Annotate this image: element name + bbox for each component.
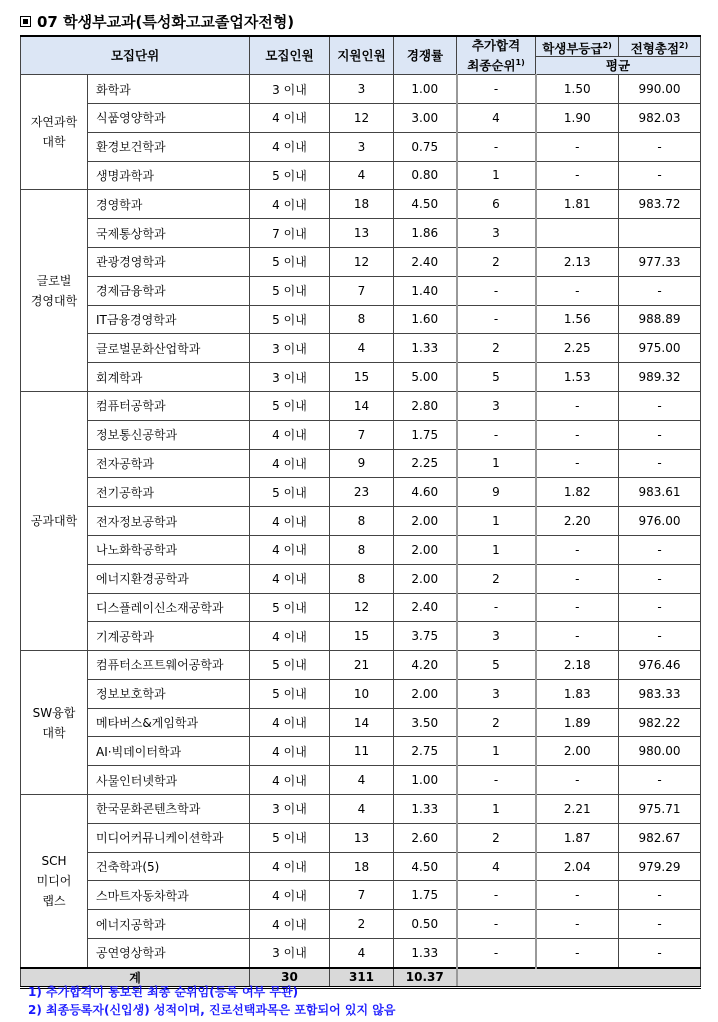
- score-avg-cell: [619, 219, 701, 248]
- quota-cell: 4 이내: [250, 910, 330, 939]
- table-row: [21, 708, 701, 737]
- department-cell: 정보보호학과: [88, 679, 250, 708]
- final-rank-cell: 2: [457, 708, 536, 737]
- final-rank-cell: 3: [457, 679, 536, 708]
- applicants-cell: 4: [330, 334, 394, 363]
- quota-cell: 5 이내: [250, 593, 330, 622]
- score-avg-cell: 976.00: [619, 507, 701, 536]
- department-cell: 경제금융학과: [88, 276, 250, 305]
- final-rank-cell: 3: [457, 219, 536, 248]
- ratio-cell: 1.33: [394, 795, 457, 824]
- quota-cell: 3 이내: [250, 939, 330, 968]
- footnote-1: 1) 추가합격이 통보된 최종 순위임(등록 여부 무관): [28, 985, 299, 999]
- quota-cell: 4 이내: [250, 449, 330, 478]
- grade-avg-cell: 1.89: [536, 708, 619, 737]
- total-empty: [457, 968, 701, 988]
- department-cell: 회계학과: [88, 363, 250, 392]
- grade-avg-cell: 1.53: [536, 363, 619, 392]
- grade-avg-cell: 1.50: [536, 75, 619, 104]
- table-row: [21, 103, 701, 132]
- applicants-cell: 15: [330, 363, 394, 392]
- quota-cell: 3 이내: [250, 334, 330, 363]
- ratio-cell: 2.60: [394, 823, 457, 852]
- grade-avg-cell: -: [536, 910, 619, 939]
- applicants-cell: 4: [330, 939, 394, 968]
- applicants-cell: 7: [330, 420, 394, 449]
- quota-cell: 3 이내: [250, 363, 330, 392]
- applicants-cell: 12: [330, 593, 394, 622]
- final-rank-cell: -: [457, 766, 536, 795]
- department-cell: 생명과학과: [88, 161, 250, 190]
- score-avg-cell: 983.61: [619, 478, 701, 507]
- score-avg-cell: 975.00: [619, 334, 701, 363]
- ratio-cell: 4.50: [394, 852, 457, 881]
- score-avg-cell: -: [619, 535, 701, 564]
- department-cell: 메타버스&게임학과: [88, 708, 250, 737]
- department-cell: 전자정보공학과: [88, 507, 250, 536]
- ratio-cell: 1.75: [394, 420, 457, 449]
- score-avg-cell: -: [619, 276, 701, 305]
- grade-avg-cell: 1.82: [536, 478, 619, 507]
- department-cell: 나노화학공학과: [88, 535, 250, 564]
- applicants-cell: 8: [330, 305, 394, 334]
- ratio-cell: 2.00: [394, 507, 457, 536]
- department-cell: 식품영양학과: [88, 103, 250, 132]
- score-avg-cell: 988.89: [619, 305, 701, 334]
- department-cell: 기계공학과: [88, 622, 250, 651]
- grade-avg-cell: -: [536, 593, 619, 622]
- applicants-cell: 4: [330, 795, 394, 824]
- applicants-cell: 3: [330, 132, 394, 161]
- score-avg-cell: 980.00: [619, 737, 701, 766]
- ratio-cell: 1.00: [394, 75, 457, 104]
- final-rank-cell: -: [457, 593, 536, 622]
- table-row: [21, 478, 701, 507]
- ratio-cell: 2.40: [394, 247, 457, 276]
- score-avg-cell: 977.33: [619, 247, 701, 276]
- final-rank-cell: -: [457, 132, 536, 161]
- total-applicants: 311: [330, 968, 394, 988]
- department-cell: 에너지공학과: [88, 910, 250, 939]
- quota-cell: 5 이내: [250, 161, 330, 190]
- grade-avg-cell: 1.81: [536, 190, 619, 219]
- department-cell: 스마트자동차학과: [88, 881, 250, 910]
- ratio-cell: 4.50: [394, 190, 457, 219]
- table-row: [21, 247, 701, 276]
- table-row: [21, 651, 701, 680]
- ratio-cell: 4.60: [394, 478, 457, 507]
- department-cell: 공연영상학과: [88, 939, 250, 968]
- grade-avg-cell: 2.04: [536, 852, 619, 881]
- grade-avg-cell: 1.90: [536, 103, 619, 132]
- score-avg-cell: 989.32: [619, 363, 701, 392]
- applicants-cell: 8: [330, 507, 394, 536]
- grade-avg-cell: -: [536, 161, 619, 190]
- grade-avg-cell: -: [536, 939, 619, 968]
- header-grade-text: 학생부등급: [542, 40, 603, 56]
- header-rank: [457, 36, 536, 75]
- department-cell: 사물인터넷학과: [88, 766, 250, 795]
- department-cell: 정보통신공학과: [88, 420, 250, 449]
- square-bullet-icon: [20, 16, 31, 27]
- ratio-cell: 2.25: [394, 449, 457, 478]
- table-row: [21, 334, 701, 363]
- applicants-cell: 12: [330, 103, 394, 132]
- applicants-cell: 23: [330, 478, 394, 507]
- ratio-cell: 3.00: [394, 103, 457, 132]
- total-quota: 30: [250, 968, 330, 988]
- table-row: [21, 305, 701, 334]
- final-rank-cell: 5: [457, 363, 536, 392]
- quota-cell: 4 이내: [250, 737, 330, 766]
- department-cell: 경영학과: [88, 190, 250, 219]
- table-row: [21, 564, 701, 593]
- applicants-cell: 18: [330, 852, 394, 881]
- applicants-cell: 14: [330, 708, 394, 737]
- final-rank-cell: 2: [457, 823, 536, 852]
- final-rank-cell: 3: [457, 391, 536, 420]
- table-row: [21, 795, 701, 824]
- applicants-cell: 7: [330, 881, 394, 910]
- grade-avg-cell: -: [536, 449, 619, 478]
- department-cell: 환경보건학과: [88, 132, 250, 161]
- table-row: [21, 190, 701, 219]
- score-avg-cell: -: [619, 449, 701, 478]
- applicants-cell: 18: [330, 190, 394, 219]
- final-rank-cell: 1: [457, 795, 536, 824]
- ratio-cell: 3.75: [394, 622, 457, 651]
- quota-cell: 4 이내: [250, 622, 330, 651]
- applicants-cell: 9: [330, 449, 394, 478]
- grade-avg-cell: -: [536, 391, 619, 420]
- ratio-cell: 2.40: [394, 593, 457, 622]
- applicants-cell: 8: [330, 564, 394, 593]
- final-rank-cell: 1: [457, 737, 536, 766]
- grade-avg-cell: 2.20: [536, 507, 619, 536]
- final-rank-cell: 2: [457, 564, 536, 593]
- table-row: [21, 276, 701, 305]
- final-rank-cell: 3: [457, 622, 536, 651]
- grade-avg-cell: 1.56: [536, 305, 619, 334]
- score-avg-cell: -: [619, 161, 701, 190]
- applicants-cell: 11: [330, 737, 394, 766]
- grade-avg-cell: -: [536, 535, 619, 564]
- table-row: [21, 622, 701, 651]
- header-applicants: 지원인원: [330, 36, 394, 75]
- final-rank-cell: 4: [457, 103, 536, 132]
- table-row: [21, 391, 701, 420]
- table-row: [21, 161, 701, 190]
- quota-cell: 4 이내: [250, 766, 330, 795]
- ratio-cell: 1.33: [394, 334, 457, 363]
- table-row: [21, 737, 701, 766]
- department-cell: 국제통상학과: [88, 219, 250, 248]
- table-row: [21, 507, 701, 536]
- final-rank-cell: -: [457, 939, 536, 968]
- quota-cell: 5 이내: [250, 391, 330, 420]
- college-name: 공과대학: [21, 391, 88, 650]
- department-cell: 에너지환경공학과: [88, 564, 250, 593]
- department-cell: 미디어커뮤니케이션학과: [88, 823, 250, 852]
- applicants-cell: 10: [330, 679, 394, 708]
- quota-cell: 3 이내: [250, 75, 330, 104]
- final-rank-cell: 1: [457, 507, 536, 536]
- grade-avg-cell: 2.00: [536, 737, 619, 766]
- final-rank-cell: 2: [457, 247, 536, 276]
- score-avg-cell: 982.03: [619, 103, 701, 132]
- table-row: [21, 823, 701, 852]
- quota-cell: 4 이내: [250, 535, 330, 564]
- college-name: SW융합 대학: [21, 651, 88, 795]
- footnote-ref: 1): [515, 58, 525, 67]
- header-unit: 모집단위: [21, 36, 250, 75]
- quota-cell: 5 이내: [250, 305, 330, 334]
- grade-avg-cell: -: [536, 622, 619, 651]
- quota-cell: 7 이내: [250, 219, 330, 248]
- table-row: [21, 852, 701, 881]
- score-avg-cell: -: [619, 564, 701, 593]
- final-rank-cell: 5: [457, 651, 536, 680]
- quota-cell: 4 이내: [250, 564, 330, 593]
- grade-avg-cell: 1.83: [536, 679, 619, 708]
- grade-avg-cell: 2.13: [536, 247, 619, 276]
- applicants-cell: 14: [330, 391, 394, 420]
- score-avg-cell: -: [619, 132, 701, 161]
- header-average: 평균: [536, 57, 701, 75]
- quota-cell: 4 이내: [250, 132, 330, 161]
- final-rank-cell: -: [457, 276, 536, 305]
- college-name: 자연과학 대학: [21, 75, 88, 190]
- quota-cell: 4 이내: [250, 507, 330, 536]
- ratio-cell: 1.75: [394, 881, 457, 910]
- total-ratio: 10.37: [394, 968, 457, 988]
- grade-avg-cell: -: [536, 276, 619, 305]
- grade-avg-cell: -: [536, 881, 619, 910]
- final-rank-cell: -: [457, 75, 536, 104]
- applicants-cell: 8: [330, 535, 394, 564]
- quota-cell: 4 이내: [250, 190, 330, 219]
- grade-avg-cell: [536, 219, 619, 248]
- total-label: 계: [21, 968, 250, 988]
- score-avg-cell: 975.71: [619, 795, 701, 824]
- grade-avg-cell: -: [536, 564, 619, 593]
- grade-avg-cell: -: [536, 132, 619, 161]
- final-rank-cell: 4: [457, 852, 536, 881]
- final-rank-cell: 9: [457, 478, 536, 507]
- department-cell: 전자공학과: [88, 449, 250, 478]
- table-row: [21, 363, 701, 392]
- quota-cell: 4 이내: [250, 852, 330, 881]
- department-cell: IT금융경영학과: [88, 305, 250, 334]
- quota-cell: 4 이내: [250, 103, 330, 132]
- score-avg-cell: 979.29: [619, 852, 701, 881]
- final-rank-cell: 2: [457, 334, 536, 363]
- ratio-cell: 1.33: [394, 939, 457, 968]
- header-ratio: 경쟁률: [394, 36, 457, 75]
- quota-cell: 4 이내: [250, 708, 330, 737]
- department-cell: 컴퓨터공학과: [88, 391, 250, 420]
- applicants-cell: 12: [330, 247, 394, 276]
- quota-cell: 5 이내: [250, 651, 330, 680]
- ratio-cell: 2.00: [394, 564, 457, 593]
- admission-results-table: [20, 35, 701, 989]
- table-row: [21, 766, 701, 795]
- header-score-text: 전형총점: [630, 40, 680, 56]
- score-avg-cell: -: [619, 391, 701, 420]
- applicants-cell: 4: [330, 161, 394, 190]
- footnotes: [28, 983, 395, 1019]
- department-cell: 화학과: [88, 75, 250, 104]
- applicants-cell: 13: [330, 219, 394, 248]
- applicants-cell: 3: [330, 75, 394, 104]
- ratio-cell: 1.86: [394, 219, 457, 248]
- final-rank-cell: -: [457, 910, 536, 939]
- ratio-cell: 2.00: [394, 679, 457, 708]
- quota-cell: 5 이내: [250, 478, 330, 507]
- department-cell: AI·빅데이터학과: [88, 737, 250, 766]
- ratio-cell: 1.40: [394, 276, 457, 305]
- quota-cell: 5 이내: [250, 823, 330, 852]
- footnote-ref: 2): [602, 40, 612, 50]
- ratio-cell: 2.80: [394, 391, 457, 420]
- quota-cell: 5 이내: [250, 276, 330, 305]
- header-grade: [536, 36, 619, 57]
- table-row: [21, 881, 701, 910]
- table-row: [21, 132, 701, 161]
- score-avg-cell: -: [619, 622, 701, 651]
- score-avg-cell: 982.67: [619, 823, 701, 852]
- header-quota: 모집인원: [250, 36, 330, 75]
- final-rank-cell: 1: [457, 449, 536, 478]
- department-cell: 한국문화콘텐츠학과: [88, 795, 250, 824]
- quota-cell: 3 이내: [250, 795, 330, 824]
- quota-cell: 4 이내: [250, 420, 330, 449]
- ratio-cell: 3.50: [394, 708, 457, 737]
- final-rank-cell: -: [457, 881, 536, 910]
- department-cell: 컴퓨터소프트웨어공학과: [88, 651, 250, 680]
- department-cell: 건축학과(5): [88, 852, 250, 881]
- score-avg-cell: 982.22: [619, 708, 701, 737]
- applicants-cell: 7: [330, 276, 394, 305]
- grade-avg-cell: -: [536, 420, 619, 449]
- applicants-cell: 2: [330, 910, 394, 939]
- grade-avg-cell: 2.21: [536, 795, 619, 824]
- grade-avg-cell: 1.87: [536, 823, 619, 852]
- applicants-cell: 15: [330, 622, 394, 651]
- score-avg-cell: -: [619, 420, 701, 449]
- table-row: [21, 449, 701, 478]
- ratio-cell: 5.00: [394, 363, 457, 392]
- table-row: [21, 219, 701, 248]
- department-cell: 관광경영학과: [88, 247, 250, 276]
- applicants-cell: 13: [330, 823, 394, 852]
- score-avg-cell: 976.46: [619, 651, 701, 680]
- department-cell: 글로벌문화산업학과: [88, 334, 250, 363]
- college-name: SCH 미디어 랩스: [21, 795, 88, 968]
- ratio-cell: 4.20: [394, 651, 457, 680]
- table-row: [21, 910, 701, 939]
- table-row: [21, 593, 701, 622]
- college-name: 글로벌 경영대학: [21, 190, 88, 392]
- score-avg-cell: 983.72: [619, 190, 701, 219]
- table-row: [21, 535, 701, 564]
- table-row: [21, 420, 701, 449]
- ratio-cell: 0.75: [394, 132, 457, 161]
- table-row: [21, 75, 701, 104]
- score-avg-cell: -: [619, 766, 701, 795]
- final-rank-cell: 1: [457, 161, 536, 190]
- score-avg-cell: -: [619, 881, 701, 910]
- applicants-cell: 21: [330, 651, 394, 680]
- ratio-cell: 2.00: [394, 535, 457, 564]
- ratio-cell: 2.75: [394, 737, 457, 766]
- department-cell: 디스플레이신소재공학과: [88, 593, 250, 622]
- quota-cell: 5 이내: [250, 679, 330, 708]
- ratio-cell: 0.80: [394, 161, 457, 190]
- quota-cell: 4 이내: [250, 881, 330, 910]
- score-avg-cell: 990.00: [619, 75, 701, 104]
- final-rank-cell: 1: [457, 535, 536, 564]
- footnote-2: 2) 최종등록자(신입생) 성적이며, 진로선택과목은 포함되어 있지 않음: [28, 1003, 396, 1017]
- header-rank-line2: 최종순위: [467, 58, 516, 74]
- header-rank-line1: 추가합격: [471, 38, 521, 53]
- ratio-cell: 0.50: [394, 910, 457, 939]
- footnote-ref: 2): [679, 40, 689, 50]
- grade-avg-cell: -: [536, 766, 619, 795]
- table-row: [21, 939, 701, 968]
- final-rank-cell: -: [457, 305, 536, 334]
- department-cell: 전기공학과: [88, 478, 250, 507]
- grade-avg-cell: 2.18: [536, 651, 619, 680]
- final-rank-cell: 6: [457, 190, 536, 219]
- score-avg-cell: -: [619, 593, 701, 622]
- section-title-text: 07 학생부교과(특성화고교졸업자전형): [37, 13, 295, 31]
- section-title: [20, 11, 294, 32]
- grade-avg-cell: 2.25: [536, 334, 619, 363]
- score-avg-cell: -: [619, 910, 701, 939]
- ratio-cell: 1.60: [394, 305, 457, 334]
- ratio-cell: 1.00: [394, 766, 457, 795]
- score-avg-cell: -: [619, 939, 701, 968]
- score-avg-cell: 983.33: [619, 679, 701, 708]
- table-row: [21, 679, 701, 708]
- applicants-cell: 4: [330, 766, 394, 795]
- final-rank-cell: -: [457, 420, 536, 449]
- header-score: [619, 36, 701, 57]
- quota-cell: 5 이내: [250, 247, 330, 276]
